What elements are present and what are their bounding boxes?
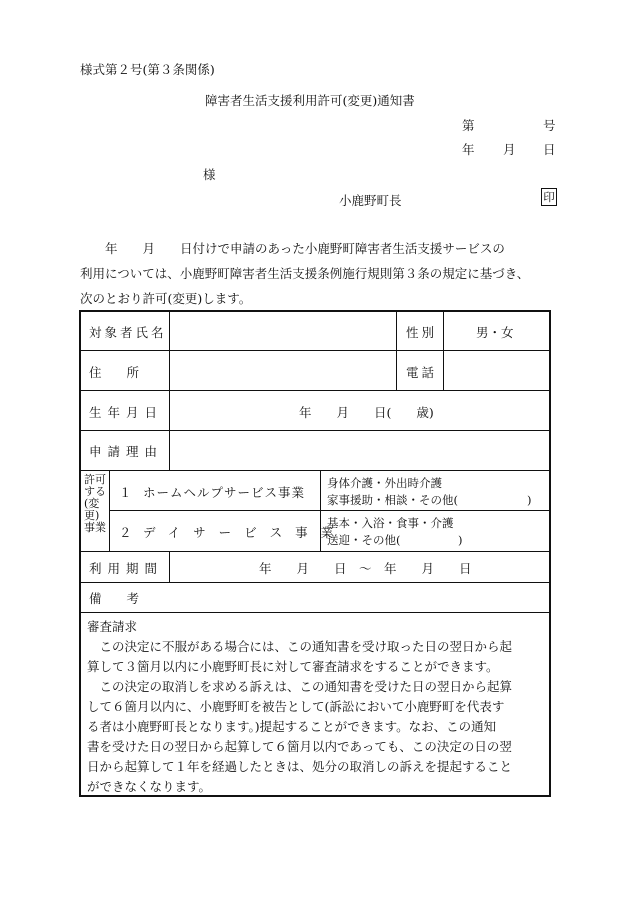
appeal-line-4: して６箇月以内に、小鹿野町を被告として(訴訟において小鹿野町を代表す <box>87 699 505 714</box>
number-prefix: 第 <box>462 118 475 133</box>
period-value: 年 月 日 ～ 年 月 日 <box>259 561 472 576</box>
appeal-heading: 審査請求 <box>87 619 138 634</box>
appeal-line-5: る者は小鹿野町長となります。)提起することができます。なお、この通知 <box>87 719 497 734</box>
date-year-label: 年 <box>462 142 475 157</box>
issuer-name: 小鹿野町長 <box>339 193 402 208</box>
permit-label: 許可する(変更)事業 <box>84 473 106 534</box>
gender-label: 性別 <box>406 325 438 340</box>
notice-line-2: 利用については、小鹿野町障害者生活支援条例施行規則第３条の規定に基づき、 <box>80 266 530 281</box>
notice-line-1: 年 月 日付けで申請のあった小鹿野町障害者生活支援サービスの <box>80 241 505 256</box>
notice-body <box>80 236 560 311</box>
service-1-number: １ <box>119 485 132 500</box>
date-day-label: 日 <box>543 142 556 157</box>
service-2-detail-1: 基本・入浴・食事・介護 <box>327 516 454 530</box>
form-number: 様式第２号(第３条関係) <box>80 62 215 77</box>
notice-line-3: 次のとおり許可(変更)します。 <box>80 291 252 306</box>
service-1-detail-2: 家事援助・相談・その他( ) <box>327 493 532 507</box>
remarks-label: 備 考 <box>89 591 140 606</box>
appeal-line-8: ができなくなります。 <box>87 779 212 794</box>
appeal-line-2: 算して３箇月以内に小鹿野町長に対して審査請求をすることができます。 <box>87 659 499 674</box>
number-suffix: 号 <box>543 118 556 133</box>
birth-value: 年 月 日( 歳) <box>299 405 434 420</box>
period-label: 利用期間 <box>89 561 164 576</box>
service-1-detail-1: 身体介護・外出時介護 <box>327 476 442 490</box>
birth-label: 生年月日 <box>89 405 164 420</box>
phone-label: 電話 <box>406 365 438 380</box>
subject-name-label: 対象者氏名 <box>89 325 167 340</box>
gender-value: 男・女 <box>476 325 514 340</box>
appeal-line-3: この決定の取消しを求める訴えは、この通知書を受けた日の翌日から起算 <box>87 679 513 694</box>
appeal-notice <box>87 617 549 797</box>
date-month-label: 月 <box>503 142 516 157</box>
notice-table <box>79 310 551 797</box>
reason-label: 申請理由 <box>89 444 164 459</box>
seal-mark: 印 <box>541 188 557 206</box>
document-title: 障害者生活支援利用許可(変更)通知書 <box>205 93 415 108</box>
service-1-name: ホームヘルプサービス事業 <box>143 485 306 500</box>
addressee-suffix: 様 <box>203 167 216 182</box>
appeal-line-1: この決定に不服がある場合には、この通知書を受け取った日の翌日から起 <box>87 639 513 654</box>
appeal-line-6: 書を受けた日の翌日から起算して６箇月以内であっても、この決定の日の翌 <box>87 739 512 754</box>
address-label: 住 所 <box>89 365 140 380</box>
service-2-name: デイサービス事業 <box>143 525 347 540</box>
service-2-number: ２ <box>119 525 132 540</box>
service-2-detail-2: 送迎・その他( ) <box>327 533 463 547</box>
appeal-line-7: 日から起算して１年を経過したときは、処分の取消しの訴えを提起すること <box>87 759 513 774</box>
